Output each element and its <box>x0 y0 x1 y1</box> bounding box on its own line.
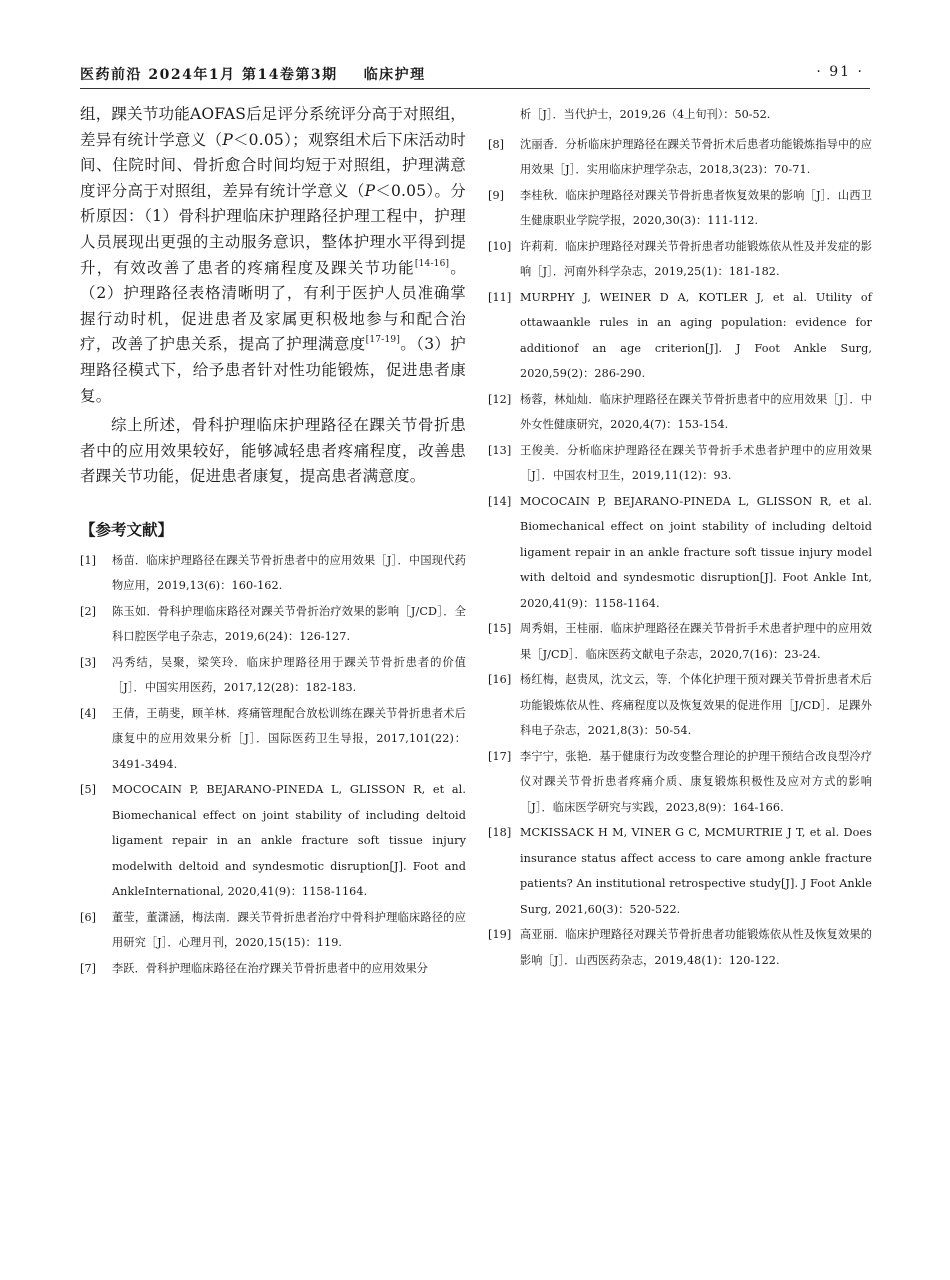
reference-text: MOCOCAIN P, BEJARANO-PINEDA L, GLISSON R, et al. Biomechanical effect on joint stability of including deltoid ligament repair in an ankle fracture soft tissue injury model with deltoid and syndesmotic disruption[J]. Foot Ankle Int, 2020,41(9)：1158-1164. <box>520 494 872 610</box>
journal-info <box>80 64 426 84</box>
reference-number: [2] <box>80 604 97 618</box>
conclusion-paragraph: 综上所述，骨科护理临床护理路径在踝关节骨折患者中的应用效果较好，能够减轻患者疼痛程度，改善患者踝关节功能，促进患者康复，提高患者满意度。 <box>80 416 466 486</box>
reference-text: 李跃．骨科护理临床路径在治疗踝关节骨折患者中的应用效果分 <box>112 961 429 975</box>
reference-number: [18] <box>488 826 512 839</box>
reference-item <box>488 744 872 821</box>
reference-text: 周秀娟，王桂丽．临床护理路径在踝关节骨折手术患者护理中的应用效果［J/CD］．临床医药文献电子杂志，2020,7(16)：23-24. <box>520 622 872 661</box>
reference-item <box>488 820 872 922</box>
reference-number: [14] <box>488 494 512 508</box>
reference-item <box>80 905 466 956</box>
right-column <box>488 102 872 973</box>
reference-item <box>80 650 466 701</box>
reference-item <box>488 667 872 744</box>
reference-number: [19] <box>488 928 512 941</box>
reference-number: [15] <box>488 622 512 635</box>
reference-text: 高亚丽．临床护理路径对踝关节骨折患者功能锻炼依从性及恢复效果的影响［J］．山西医药杂志，2019,48(1)：120-122. <box>520 928 872 967</box>
reference-text: 杨苗．临床护理路径在踝关节骨折患者中的应用效果［J］．中国现代药物应用，2019,13(6)：160-162. <box>112 553 466 593</box>
reference-item <box>80 777 466 905</box>
reference-text: 李桂秋．临床护理路径对踝关节骨折患者恢复效果的影响［J］．山西卫生健康职业学院学报，2020,30(3)：111-112. <box>520 188 872 227</box>
reference-number: [4] <box>80 706 97 720</box>
body-paragraph-1: 组，踝关节功能AOFAS后足评分系统评分高于对照组，差异有统计学意义（P＜0.05）；观察组术后下床活动时间、住院时间、骨折愈合时间均短于对照组，护理满意度评分高于对照组，差异有统计学意义（P＜0.05）。分析原因：（1）骨科护理临床护理路径护理工程中，护理人员展现出更强的主动服务意识，整体护理水平得到提升，有效改善了患者的疼痛程度及踝关节功能[14-16]。（2）护理路径表格清晰明了，有利于医护人员准确掌握行动时机，促进患者及家属更积极地参与和配合治疗，改善了护患关系，提高了护理满意度[17-19]。（3）护理路径模式下，给予患者针对性功能锻炼，促进患者康复。 <box>80 105 466 405</box>
reference-number: [7] <box>80 961 97 975</box>
reference-number: [17] <box>488 749 512 763</box>
citation-14-16: [14-16] <box>414 258 450 269</box>
reference-item <box>488 183 872 234</box>
reference-7-continued: 析［J］．当代护士，2019,26（4上旬刊）：50-52. <box>520 108 771 121</box>
references-list-right <box>488 132 872 974</box>
reference-text: 董莹，董潇涵，梅法南．踝关节骨折患者治疗中骨科护理临床路径的应用研究［J］．心理月刊，2020,15(15)：119. <box>112 910 466 950</box>
journal-title: 医药前沿 2024年1月 第14卷第3期 <box>80 67 338 83</box>
reference-item <box>488 922 872 973</box>
reference-text: MURPHY J, WEINER D A, KOTLER J, et al. Utility of ottawaankle rules in an aging population: evidence for additionof an age criterion[J]. J Foot Ankle Surg, 2020,59(2)：286-290. <box>520 290 872 380</box>
reference-number: [6] <box>80 910 97 924</box>
reference-text: 王俊美．分析临床护理路径在踝关节骨折手术患者护理中的应用效果［J］．中国农村卫生，2019,11(12)：93. <box>520 443 872 482</box>
running-header <box>80 62 870 89</box>
reference-text: 李宁宁，张艳．基于健康行为改变整合理论的护理干预结合改良型冷疗仪对踝关节骨折患者疼痛介质、康复锻炼积极性及应对方式的影响［J］．临床医学研究与实践，2023,8(9)：164-166. <box>520 749 872 814</box>
reference-item <box>488 387 872 438</box>
reference-number: [1] <box>80 553 97 567</box>
references-list-left <box>80 548 466 982</box>
reference-number: [16] <box>488 673 512 686</box>
reference-item <box>488 285 872 387</box>
reference-number: [11] <box>488 290 512 304</box>
references-heading: 【参考文献】 <box>80 520 174 539</box>
reference-item <box>488 616 872 667</box>
reference-number: [10] <box>488 239 512 253</box>
reference-text: 王倩，王萌斐，顾羊林．疼痛管理配合放松训练在踝关节骨折患者术后康复中的应用效果分析［J］．国际医药卫生导报，2017,101(22)：3491-3494. <box>112 706 466 771</box>
reference-item <box>80 701 466 778</box>
citation-17-19: [17-19] <box>365 335 401 346</box>
reference-item <box>80 548 466 599</box>
reference-text: 杨红梅，赵贵凤，沈文云，等．个体化护理干预对踝关节骨折患者术后功能锻炼依从性、疼痛程度以及恢复效果的促进作用［J/CD］．足踝外科电子杂志，2021,8(3)：50-54. <box>520 673 872 737</box>
reference-number: [13] <box>488 443 512 457</box>
reference-text: MOCOCAIN P, BEJARANO-PINEDA L, GLISSON R, et al. Biomechanical effect on joint stability of including deltoid ligament repair in an ankle fracture soft tissue injury modelwith deltoid and syndesmotic disruption[J]. Foot and AnkleInternational, 2020,41(9)：1158-1164. <box>112 783 466 899</box>
reference-text: 沈丽香．分析临床护理路径在踝关节骨折术后患者功能锻炼指导中的应用效果［J］．实用临床护理学杂志，2018,3(23)：70-71. <box>520 137 872 176</box>
reference-item <box>80 599 466 650</box>
reference-item <box>488 234 872 285</box>
reference-item <box>488 132 872 183</box>
reference-item <box>488 438 872 489</box>
reference-item <box>80 956 466 982</box>
left-column <box>80 102 466 981</box>
reference-number: [12] <box>488 392 512 406</box>
reference-text: 许莉莉．临床护理路径对踝关节骨折患者功能锻炼依从性及并发症的影响［J］．河南外科学杂志，2019,25(1)：181-182. <box>520 239 872 278</box>
reference-text: 冯秀结，吴聚，梁笑玲．临床护理路径用于踝关节骨折患者的价值［J］．中国实用医药，2017,12(28)：182-183. <box>112 655 466 695</box>
reference-number: [8] <box>488 137 505 151</box>
reference-text: 杨蓉，林灿灿．临床护理路径在踝关节骨折患者中的应用效果［J］．中外女性健康研究，2020,4(7)：153-154. <box>520 392 872 431</box>
reference-number: [5] <box>80 783 97 797</box>
reference-text: MCKISSACK H M, VINER G C, MCMURTRIE J T, et al. Does insurance status affect access to care among ankle fracture patients? An institutional retrospective study[J]. J Foot Ankle Surg, 2021,60(3)：520-522. <box>520 826 872 916</box>
section-title: 临床护理 <box>363 67 426 83</box>
reference-number: [3] <box>80 655 97 669</box>
page-number: · 91 · <box>816 64 864 80</box>
reference-text: 陈玉如．骨科护理临床路径对踝关节骨折治疗效果的影响［J/CD］．全科口腔医学电子杂志，2019,6(24)：126-127. <box>112 604 466 644</box>
reference-item <box>488 489 872 617</box>
reference-number: [9] <box>488 188 505 202</box>
